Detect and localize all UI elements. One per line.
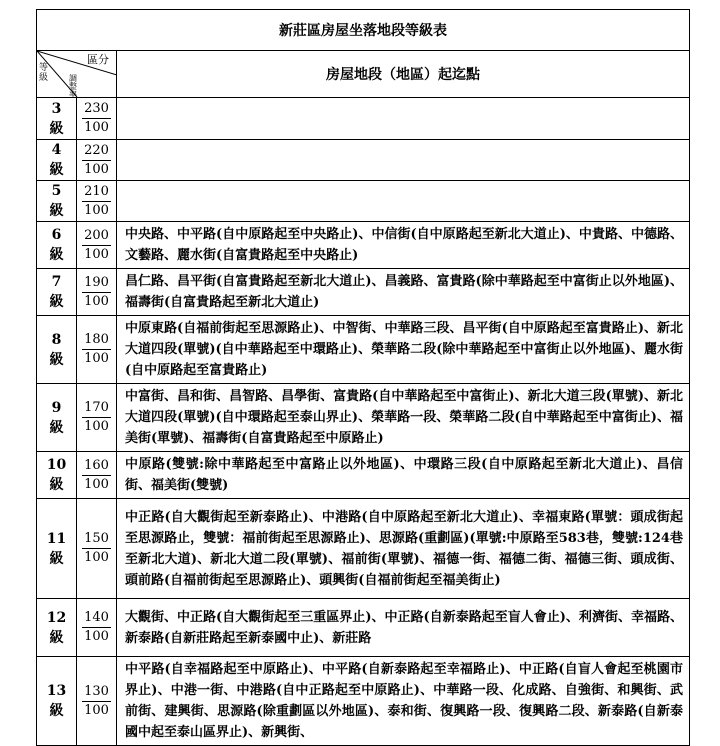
level-number: 5 bbox=[51, 183, 62, 199]
ratio-denominator: 100 bbox=[84, 246, 109, 262]
location-description: 大觀街、中正路(自大觀街起至三重區界止)、中正路(自新泰路起至盲人會止)、利濟街、幸福路、新泰路(自新莊路起至新泰國中止)、新莊路 bbox=[117, 599, 690, 657]
level-number: 3 bbox=[51, 100, 62, 117]
ratio-denominator: 100 bbox=[84, 161, 109, 177]
location-description: 中正路(自大觀街起至新泰路止)、中港路(自中原路起至新北大道止)、幸福東路(單號：頭成街起至思源路止，雙號：福前街起至思源路止)、思源路(重劃區)(單號:中原路至583巷，雙號:124巷至新北大道)、新北大道二段(單號)、福前街(單號)、福德一街、福德二街、福德三街、頭成街、頭前路(自福前街起至思源路止)、頭興街(自福前街起至福美街止) bbox=[117, 499, 690, 599]
ratio-numerator: 230 bbox=[82, 100, 111, 119]
table-row bbox=[37, 384, 690, 452]
level-suffix: 級 bbox=[49, 477, 64, 493]
level-suffix: 級 bbox=[49, 550, 64, 567]
ratio-denominator: 100 bbox=[84, 120, 109, 135]
ratio-denominator: 100 bbox=[84, 419, 109, 434]
location-description: 昌仁路、昌平街(自富貴路起至新北大道止)、昌義路、富貴路(除中華路起至中富街止以外地區)、福壽街(自富貴路起至新北大道止) bbox=[117, 269, 690, 316]
ratio-numerator: 190 bbox=[82, 274, 111, 293]
level-number: 12 bbox=[46, 609, 67, 626]
level-suffix: 級 bbox=[49, 294, 64, 310]
level-number: 6 bbox=[51, 227, 62, 243]
ratio-numerator: 160 bbox=[82, 457, 111, 476]
ratio-numerator: 210 bbox=[82, 183, 111, 202]
ratio-cell bbox=[77, 269, 117, 316]
location-description bbox=[117, 181, 690, 222]
ratio-numerator: 180 bbox=[82, 331, 111, 350]
level-cell bbox=[37, 269, 77, 316]
header-corner bbox=[37, 51, 117, 98]
grade-table bbox=[36, 9, 690, 746]
level-suffix: 級 bbox=[49, 203, 64, 219]
level-number: 13 bbox=[46, 683, 67, 699]
ratio-cell bbox=[77, 452, 117, 499]
header-level-label: 等級 bbox=[39, 63, 49, 83]
ratio-numerator: 130 bbox=[82, 683, 111, 702]
header-adjust-label: 調整率 bbox=[69, 74, 77, 99]
ratio-cell bbox=[77, 222, 117, 269]
table-row bbox=[37, 140, 690, 181]
ratio-numerator: 220 bbox=[82, 142, 111, 161]
ratio-cell bbox=[77, 181, 117, 222]
level-cell bbox=[37, 657, 77, 746]
ratio-denominator: 100 bbox=[84, 702, 109, 718]
level-number: 10 bbox=[46, 457, 67, 473]
ratio-numerator: 140 bbox=[82, 609, 111, 628]
ratio-denominator: 100 bbox=[84, 202, 109, 218]
ratio-denominator: 100 bbox=[84, 476, 109, 492]
level-suffix: 級 bbox=[49, 247, 64, 263]
location-description: 中央路、中平路(自中原路起至中央路止)、中信街(自中原路起至新北大道止)、中貴路、中德路、文藝路、麗水街(自富貴路起至中央路止) bbox=[117, 222, 690, 269]
level-cell bbox=[37, 316, 77, 384]
level-number: 9 bbox=[51, 399, 62, 416]
ratio-denominator: 100 bbox=[84, 550, 109, 565]
header-location: 房屋地段（地區）起迄點 bbox=[117, 51, 690, 98]
location-description: 中富街、昌和街、昌智路、昌學街、富貴路(自中華路起至中富街止)、新北大道三段(單號)、新北大道四段(單號)(自中環路起至泰山界止)、榮華路一段、榮華路二段(自中華路起至中富街止)、福美街(單號)、福壽街(自富貴路起至中原路止) bbox=[117, 384, 690, 452]
table-row bbox=[37, 316, 690, 384]
table-row bbox=[37, 222, 690, 269]
level-suffix: 級 bbox=[49, 351, 64, 368]
level-number: 7 bbox=[51, 274, 62, 290]
ratio-cell bbox=[77, 384, 117, 452]
location-description: 中原東路(自福前街起至思源路止)、中智街、中華路三段、昌平街(自中原路起至富貴路止)、新北大道四段(單號)(自中華路起至中環路止)、榮華路二段(除中華路起至中富街止以外地區)、麗水街(自中原路起至富貴路止) bbox=[117, 316, 690, 384]
table-row bbox=[37, 599, 690, 657]
header-region-label: 區分 bbox=[87, 53, 109, 66]
level-cell bbox=[37, 222, 77, 269]
level-suffix: 級 bbox=[49, 629, 64, 646]
level-suffix: 級 bbox=[49, 162, 64, 178]
ratio-numerator: 200 bbox=[82, 227, 111, 246]
table-row bbox=[37, 269, 690, 316]
ratio-cell bbox=[77, 499, 117, 599]
table-row bbox=[37, 452, 690, 499]
location-description: 中平路(自幸福路起至中原路止)、中平路(自新泰路起至幸福路止)、中正路(自盲人會起至桃園市界止)、中港一街、中港路(自中正路起至中原路止)、中華路一段、化成路、自強街、和興街、武前街、建興街、思源路(除重劃區以外地區)、泰和街、復興路一段、復興路二段、新泰路(自新泰國中起至泰山區界止)、新興街、 bbox=[117, 657, 690, 746]
level-cell bbox=[37, 452, 77, 499]
level-cell bbox=[37, 181, 77, 222]
level-cell bbox=[37, 499, 77, 599]
ratio-numerator: 150 bbox=[82, 530, 111, 549]
level-cell bbox=[37, 140, 77, 181]
level-number: 8 bbox=[51, 331, 62, 348]
ratio-denominator: 100 bbox=[84, 351, 109, 366]
ratio-denominator: 100 bbox=[84, 629, 109, 644]
ratio-cell bbox=[77, 140, 117, 181]
table-row bbox=[37, 98, 690, 140]
level-suffix: 級 bbox=[49, 120, 64, 137]
table-row bbox=[37, 499, 690, 599]
level-cell bbox=[37, 599, 77, 657]
table-row bbox=[37, 181, 690, 222]
ratio-numerator: 170 bbox=[82, 399, 111, 418]
level-cell bbox=[37, 384, 77, 452]
ratio-cell bbox=[77, 316, 117, 384]
level-suffix: 級 bbox=[49, 419, 64, 436]
level-cell bbox=[37, 98, 77, 140]
level-number: 4 bbox=[51, 142, 62, 158]
level-suffix: 級 bbox=[49, 703, 64, 719]
location-description bbox=[117, 98, 690, 140]
ratio-cell bbox=[77, 657, 117, 746]
location-description bbox=[117, 140, 690, 181]
ratio-denominator: 100 bbox=[84, 293, 109, 309]
table-row bbox=[37, 657, 690, 746]
ratio-cell bbox=[77, 599, 117, 657]
level-number: 11 bbox=[46, 530, 67, 547]
ratio-cell bbox=[77, 98, 117, 140]
table-title: 新莊區房屋坐落地段等級表 bbox=[37, 10, 690, 51]
location-description: 中原路(雙號:除中華路起至中富路止以外地區)、中環路三段(自中原路起至新北大道止)、昌信街、福美街(雙號) bbox=[117, 452, 690, 499]
